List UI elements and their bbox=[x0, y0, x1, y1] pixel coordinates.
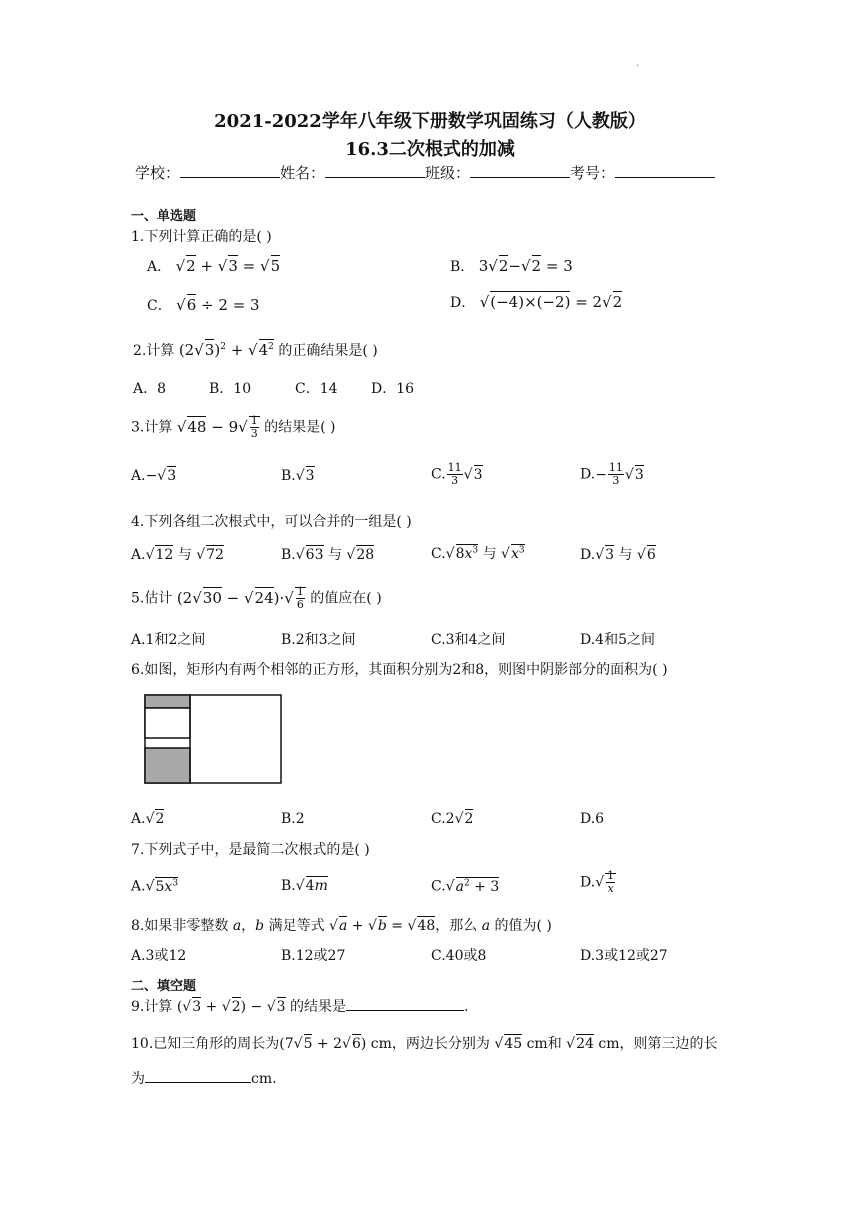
q3-option-b[interactable] bbox=[281, 468, 315, 484]
q6-stem: 6.如图，矩形内有两个相邻的正方形，其面积分别为2和8，则图中阴影部分的面积为( ) bbox=[131, 662, 668, 678]
option-letter: D． bbox=[450, 295, 476, 311]
q5-option-b[interactable]: B.2和3之间 bbox=[281, 632, 356, 648]
q9-stem-post: 的结果是 bbox=[290, 999, 346, 1015]
q9-answer-blank[interactable] bbox=[346, 997, 464, 1011]
option-letter: A． bbox=[147, 259, 172, 275]
q4-stem: 4.下列各组二次根式中，可以合并的一组是( ) bbox=[131, 514, 412, 530]
option-letter: C. bbox=[431, 811, 446, 827]
q3-b-expr: √3 bbox=[295, 468, 315, 484]
school-field[interactable] bbox=[180, 164, 280, 178]
q1-d-expr: √(−4)×(−2) = 2√2 bbox=[479, 293, 623, 311]
q3-option-d[interactable] bbox=[580, 462, 644, 487]
q1-b-expr: 3√2−√2 = 3 bbox=[478, 257, 573, 275]
q9-expr: (√3 + √2) − √3 bbox=[176, 999, 286, 1015]
conj-text: 与 bbox=[177, 547, 192, 563]
q8-option-d[interactable]: D.3或12或27 bbox=[580, 948, 668, 964]
q1-stem: 1.下列计算正确的是( ) bbox=[131, 229, 272, 245]
q10-answer-blank[interactable] bbox=[145, 1069, 251, 1083]
student-info-row bbox=[135, 162, 715, 183]
q5-stem-pre: 5.估计 bbox=[131, 590, 173, 607]
q7-option-a[interactable]: $A.√5x^3$ bbox=[131, 878, 179, 895]
q1-option-b[interactable] bbox=[450, 256, 573, 276]
option-letter: A. bbox=[131, 547, 146, 563]
q8-expr: √a + √b = √48 bbox=[329, 918, 436, 934]
q2-stem-pre: 2.计算 bbox=[133, 343, 175, 359]
q6-option-c[interactable]: C.2√2 bbox=[431, 811, 474, 827]
q3-stem-post: 的结果是( ) bbox=[264, 419, 336, 436]
q2-option-c[interactable]: C．14 bbox=[295, 381, 338, 397]
q2-options bbox=[133, 378, 414, 398]
q5-stem bbox=[131, 586, 382, 611]
q2-option-a[interactable]: A．8 bbox=[133, 381, 167, 397]
option-letter: C． bbox=[147, 298, 172, 314]
q8-stem-mid3: ，那么 bbox=[435, 918, 478, 934]
q5-option-c[interactable]: C.3和4之间 bbox=[431, 632, 506, 648]
exam-no-label: 考号： bbox=[570, 164, 616, 182]
q3-d-expr: − $\frac{11}{3}$ √3 bbox=[595, 461, 644, 487]
class-label: 班级： bbox=[425, 164, 471, 182]
q1-option-d[interactable] bbox=[450, 292, 622, 312]
q8-stem: 8.如果非零整数 a，b 满足等式 √a + √b = √48，那么 a 的值为( ) bbox=[131, 918, 552, 934]
q7-stem: 7.下列式子中，是最简二次根式的是( ) bbox=[131, 842, 370, 858]
q10-line2-post: cm. bbox=[251, 1071, 277, 1087]
q9-stem-pre: 9.计算 bbox=[131, 999, 173, 1015]
q4-option-b[interactable]: B.√63 与 √28 bbox=[281, 547, 375, 563]
q4-option-a[interactable]: A.√12 与 √72 bbox=[131, 547, 224, 563]
q1-a-expr: √2 + √3 = √5 bbox=[175, 257, 281, 275]
q8-stem-mid2: 满足等式 bbox=[268, 918, 325, 934]
school-label: 学校： bbox=[135, 164, 181, 182]
q3-stem bbox=[131, 415, 336, 440]
q3-c-expr: $\frac{11}{3}$ √3 bbox=[447, 461, 483, 487]
q10-stem: 10.已知三角形的周长为(7√5 + 2√6) cm，两边长分别为 √45 cm和 √24 cm，则第三边的长 bbox=[131, 1036, 718, 1052]
q1-c-expr: √6 ÷ 2 = 3 bbox=[176, 296, 260, 314]
exam-no-field[interactable] bbox=[615, 164, 715, 178]
q4-option-d[interactable]: D.√3 与 √6 bbox=[580, 547, 656, 563]
section-heading-fill: 二、填空题 bbox=[131, 979, 197, 994]
q2-option-d[interactable]: D．16 bbox=[371, 381, 415, 397]
option-letter: D. bbox=[580, 874, 596, 891]
q5-expr: (2√30 − √24)·√ $\frac{1}{6}$ bbox=[176, 585, 304, 611]
q2-stem bbox=[133, 340, 378, 360]
section-heading-choice: 一、单选题 bbox=[131, 209, 197, 224]
page-mark: . bbox=[636, 58, 640, 69]
shaded-region-bottom bbox=[145, 748, 190, 783]
option-letter: A. bbox=[131, 468, 146, 484]
class-field[interactable] bbox=[470, 164, 570, 178]
option-letter: D. bbox=[580, 466, 596, 483]
q8-option-b[interactable]: B.12或27 bbox=[281, 948, 346, 964]
q8-option-a[interactable]: A.3或12 bbox=[131, 948, 187, 964]
q3-expr: √48 − 9√ $\frac{1}{3}$ bbox=[176, 414, 258, 440]
q6-option-b[interactable]: B.2 bbox=[281, 811, 305, 827]
q7-option-c[interactable]: $C.√a^2 + 3$ bbox=[431, 878, 500, 895]
q10-text-3: cm，则第三边的长 bbox=[598, 1036, 718, 1052]
option-letter: B. bbox=[281, 878, 296, 894]
q6-option-d[interactable]: D.6 bbox=[580, 811, 605, 827]
q2-expr: $(2√3)^2 + √4^2$ bbox=[178, 341, 274, 359]
q6-figure bbox=[144, 694, 284, 786]
q5-option-d[interactable]: D.4和5之间 bbox=[580, 632, 655, 648]
name-label: 姓名： bbox=[280, 164, 326, 182]
conj-text: 与 bbox=[327, 547, 342, 563]
q3-option-a[interactable] bbox=[131, 468, 176, 484]
q3-a-expr: −√3 bbox=[145, 468, 177, 484]
q3-stem-pre: 3.计算 bbox=[131, 419, 173, 436]
q5-stem-post: 的值应在( ) bbox=[310, 590, 382, 607]
q3-option-c[interactable] bbox=[431, 462, 483, 487]
option-letter: C. bbox=[431, 878, 446, 895]
q8-stem-post: 的值为( ) bbox=[494, 918, 552, 934]
shaded-region-top bbox=[145, 695, 190, 708]
q6-option-a[interactable]: A.√2 bbox=[131, 811, 165, 827]
title-line-1: 2021-2022学年八年级下册数学巩固练习（人教版） bbox=[214, 111, 646, 132]
title-line-2: 16.3二次根式的加减 bbox=[345, 139, 515, 160]
q10-line2-pre: 为 bbox=[131, 1071, 145, 1087]
conj-text: 与 bbox=[482, 546, 497, 562]
q1-option-c[interactable] bbox=[147, 295, 260, 315]
q8-stem-pre: 8.如果非零整数 bbox=[131, 918, 229, 934]
q10-perimeter-expr: (7√5 + 2√6) bbox=[279, 1036, 367, 1052]
q2-option-b[interactable]: B．10 bbox=[209, 381, 252, 397]
q8-stem-mid1: ， bbox=[241, 918, 256, 934]
q8-option-c[interactable]: C.40或8 bbox=[431, 948, 487, 964]
option-letter: B. bbox=[281, 468, 296, 484]
q10-stem-pre: 10.已知三角形的周长为 bbox=[131, 1036, 280, 1052]
option-letter: B. bbox=[281, 547, 296, 563]
option-letter: D. bbox=[580, 547, 596, 563]
name-field[interactable] bbox=[325, 164, 425, 178]
q4-option-c[interactable]: $C.√8x^3$ 与 $√x^3$ bbox=[431, 545, 525, 562]
q10-text-1: cm，两边长分别为 bbox=[370, 1036, 490, 1052]
q7-option-b[interactable]: B.√4m bbox=[281, 878, 328, 894]
q10-text-2: cm和 bbox=[526, 1036, 562, 1052]
option-letter: A. bbox=[131, 878, 146, 895]
conj-text: 与 bbox=[618, 547, 633, 563]
q10-line-2 bbox=[131, 1068, 277, 1088]
q2-stem-post: 的正确结果是( ) bbox=[278, 343, 378, 359]
q9-end: . bbox=[464, 999, 469, 1015]
option-letter: B． bbox=[450, 259, 475, 275]
option-letter: C. bbox=[431, 546, 446, 562]
option-letter: A. bbox=[131, 811, 146, 827]
small-square bbox=[145, 708, 190, 738]
q1-option-a[interactable] bbox=[147, 256, 280, 276]
q9-stem bbox=[131, 996, 468, 1016]
q7-option-d[interactable]: D.√ $\frac{1}{x}$ bbox=[580, 869, 615, 895]
option-letter: C. bbox=[431, 466, 446, 483]
q5-option-a[interactable]: A.1和2之间 bbox=[131, 632, 206, 648]
